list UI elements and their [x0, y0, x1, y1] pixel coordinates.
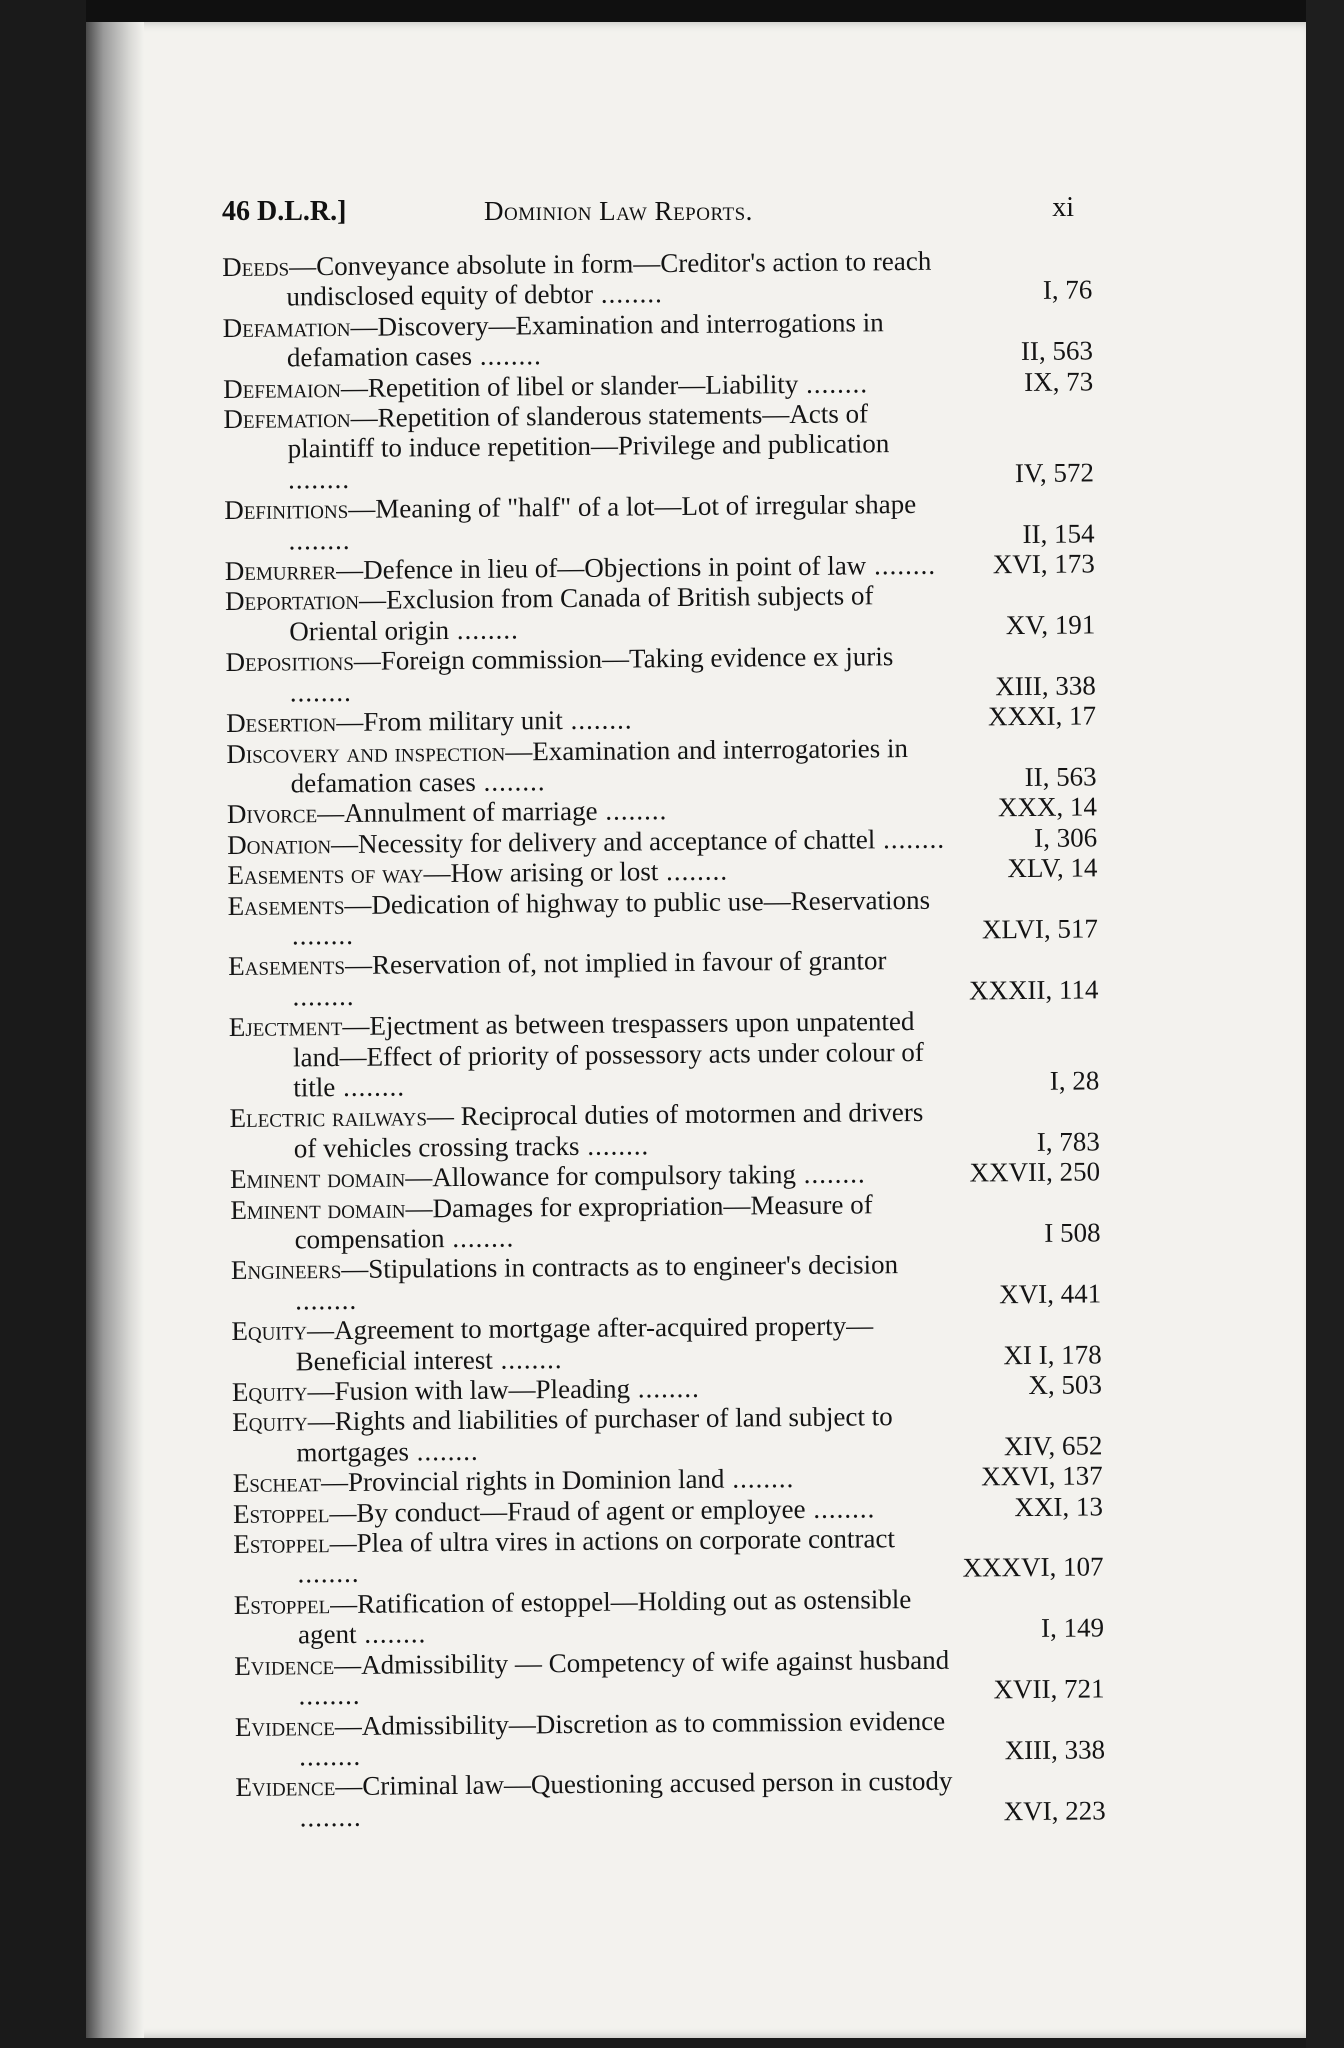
dot-leader: ........: [408, 1435, 479, 1467]
entry-heading: Evidence: [235, 1771, 336, 1803]
index-entry: [225, 640, 1095, 708]
entry-description: — Reciprocal duties of motormen and drivers of vehicles crossing tracks: [293, 1097, 924, 1164]
entry-heading: Deportation: [224, 585, 360, 617]
entry-description: —Plea of ultra vires in actions on corporate contract: [329, 1523, 896, 1559]
dot-leader: ........: [297, 1558, 360, 1589]
entry-description: —Repetition of slanderous statements—Acts of plaintiff to induce repetition—Privilege and publication: [287, 398, 890, 464]
index-entry: [234, 1643, 1104, 1711]
index-entry: [223, 396, 1094, 495]
index-entries: [222, 244, 1106, 1833]
entry-reference: XXXI, 17: [987, 700, 1097, 732]
entry-reference: IV, 572: [1014, 457, 1095, 488]
dot-leader: ........: [288, 524, 351, 556]
entry-heading: Estoppel: [233, 1588, 331, 1620]
entry-description: —Stipulations in contracts as to engineer's decision: [341, 1249, 899, 1285]
entry-reference: XXXII, 114: [968, 974, 1099, 1006]
dot-leader: ........: [492, 1343, 563, 1375]
entry-reference: I 508: [1044, 1217, 1101, 1248]
dot-leader: ........: [356, 1618, 427, 1650]
entry-description: —By conduct—Fraud of agent or employee: [329, 1493, 806, 1528]
index-entry: [235, 1704, 1105, 1772]
entry-heading: Electric railways: [229, 1101, 428, 1134]
journal-title: Dominion Law Reports.: [484, 196, 753, 226]
entry-reference: XXI, 13: [1014, 1491, 1104, 1522]
entry-reference: IX, 73: [1024, 366, 1094, 397]
index-entry: [231, 1309, 1101, 1377]
entry-reference: I, 149: [1040, 1612, 1105, 1644]
entry-heading: Divorce: [226, 798, 318, 830]
dot-leader: ........: [444, 1222, 515, 1254]
index-entry: [229, 1005, 1100, 1104]
entry-description: —Discovery—Examination and interrogations in defamation cases: [286, 307, 884, 373]
entry-heading: Eminent domain: [230, 1193, 406, 1225]
index-entry: [222, 244, 1092, 312]
entry-reference: II, 563: [1024, 761, 1097, 792]
entry-reference: XLV, 14: [1007, 852, 1098, 884]
entry-heading: Equity: [231, 1376, 308, 1407]
dot-leader: ........: [724, 1463, 795, 1494]
index-entry: [233, 1521, 1103, 1589]
entry-reference: XI I, 178: [1003, 1338, 1102, 1370]
entry-heading: Deeds: [222, 251, 290, 282]
volume-label: 46 D.L.R.]: [222, 196, 347, 227]
entry-description: —From military unit: [336, 705, 563, 738]
entry-heading: Definitions: [224, 494, 349, 526]
dot-leader: ........: [291, 919, 355, 951]
dot-leader: ........: [866, 549, 937, 581]
entry-heading: Engineers: [230, 1254, 342, 1286]
entry-heading: Equity: [231, 1315, 308, 1347]
entry-heading: Easements: [227, 889, 345, 921]
entry-description: —How arising or lost: [423, 856, 659, 889]
entry-reference: XXVII, 250: [969, 1156, 1101, 1188]
entry-reference: II, 154: [1022, 518, 1095, 549]
entry-reference: XIV, 652: [1003, 1430, 1103, 1462]
entry-description: —Reservation of, not implied in favour of grantor: [344, 945, 887, 981]
dot-leader: ........: [289, 676, 352, 708]
index-entry: [232, 1400, 1102, 1468]
entry-heading: Eminent domain: [229, 1162, 406, 1195]
entry-description: —Repetition of libel or slander—Liability: [340, 368, 799, 403]
entry-reference: XXVI, 137: [981, 1460, 1103, 1492]
entry-heading: Discovery and inspection: [226, 736, 506, 769]
entry-description: —Criminal law—Questioning accused person in custody: [335, 1765, 953, 1802]
entry-heading: Escheat: [232, 1467, 322, 1499]
entry-heading: Evidence: [234, 1710, 335, 1742]
dot-leader: ........: [875, 823, 946, 855]
dot-leader: ........: [335, 1071, 406, 1103]
entry-reference: II, 563: [1020, 335, 1094, 367]
entry-reference: XXX, 14: [997, 791, 1098, 823]
entry-description: —Necessity for delivery and acceptance of chattel: [330, 824, 876, 859]
entry-heading: Estoppel: [232, 1497, 330, 1529]
entry-description: —Ratification of estoppel—Holding out as ostensible agent: [297, 1583, 912, 1650]
entry-description: —Foreign commission—Taking evidence ex juris: [353, 641, 894, 677]
index-entry: [228, 944, 1098, 1012]
dot-leader: ........: [597, 795, 668, 827]
entry-heading: Donation: [227, 828, 332, 860]
dot-leader: ........: [471, 340, 542, 372]
entry-heading: Estoppel: [233, 1528, 330, 1560]
dot-leader: ........: [805, 1493, 876, 1524]
entry-heading: Easements: [228, 950, 346, 982]
entry-reference: XIII, 338: [995, 670, 1096, 701]
entry-description: —Examination and interrogatories in defamation cases: [290, 732, 909, 799]
entry-description: —Agreement to mortgage after-acquired property—Beneficial interest: [295, 1310, 874, 1377]
book-gutter: [86, 22, 144, 2038]
dot-leader: ........: [579, 1130, 650, 1161]
entry-reference: XVI, 441: [998, 1278, 1102, 1310]
entry-description: —Defence in lieu of—Objections in point of law: [336, 550, 867, 586]
entry-description: —Admissibility—Discretion as to commission evidence: [334, 1705, 946, 1741]
dot-leader: ........: [299, 1801, 362, 1833]
dot-leader: ........: [798, 367, 869, 399]
dot-leader: ........: [795, 1158, 866, 1190]
dot-leader: ........: [592, 278, 663, 310]
entry-heading: Defemaion: [223, 372, 341, 404]
index-entry: [226, 731, 1096, 799]
entry-reference: XIII, 338: [1004, 1734, 1106, 1766]
entry-heading: Demurrer: [224, 555, 337, 587]
index-entry: [235, 1765, 1105, 1833]
entry-description: —Provincial rights in Dominion land: [320, 1463, 725, 1498]
entry-description: —Fusion with law—Pleading: [307, 1373, 631, 1407]
entry-heading: Evidence: [234, 1649, 335, 1681]
index-entry: [234, 1582, 1104, 1650]
dot-leader: ........: [562, 704, 633, 736]
index-entry: [231, 1248, 1101, 1316]
entry-heading: Equity: [232, 1406, 308, 1438]
dot-leader: ........: [298, 1740, 362, 1772]
entry-description: —Meaning of "half" of a lot—Lot of irregular shape: [348, 489, 917, 525]
dot-leader: ........: [292, 980, 355, 1012]
index-entry: [230, 1187, 1100, 1255]
index-entry: [224, 488, 1094, 556]
dot-leader: ........: [295, 1284, 358, 1316]
entry-description: —Conveyance absolute in form—Creditor's action to reach undisclosed equity of debtor: [286, 245, 932, 312]
index-entry: [228, 883, 1098, 951]
entry-heading: Desertion: [225, 707, 337, 739]
dot-leader: ........: [287, 463, 351, 495]
entry-heading: Defamation: [222, 311, 351, 343]
dot-leader: ........: [448, 614, 519, 645]
running-header: [222, 192, 1074, 232]
dot-leader: ........: [658, 855, 729, 887]
entry-heading: Easements of way: [227, 858, 424, 891]
entry-reference: XVI, 223: [1003, 1795, 1106, 1826]
entry-reference: I, 76: [1042, 274, 1093, 306]
entry-reference: XVII, 721: [993, 1673, 1105, 1705]
entry-reference: XVI, 173: [992, 548, 1095, 580]
entry-heading: Defemation: [223, 402, 351, 435]
dot-leader: ........: [475, 766, 546, 797]
entry-heading: Depositions: [225, 646, 354, 678]
entry-reference: XLVI, 517: [981, 913, 1099, 945]
dot-leader: ........: [298, 1679, 361, 1711]
page-number: xi: [1052, 192, 1074, 223]
entry-description: —Allowance for compulsory taking: [405, 1159, 797, 1193]
entry-description: —Admissibility — Competency of wife against husband: [334, 1644, 950, 1680]
entry-description: —Damages for expropriation—Measure of compensation: [294, 1188, 873, 1255]
entry-reference: I, 783: [1036, 1126, 1100, 1157]
entry-reference: XV, 191: [1005, 609, 1096, 641]
entry-heading: Ejectment: [228, 1011, 343, 1043]
entry-description: —Dedication of highway to public use—Reservations: [344, 884, 931, 920]
scan-right-edge: [1306, 0, 1344, 2048]
dot-leader: ........: [629, 1372, 700, 1404]
entry-description: —Rights and liabilities of purchaser of land subject to mortgages: [296, 1401, 893, 1468]
entry-description: —Ejectment as between trespassers upon unpatented land—Effect of priority of possessory acts under colour of title: [292, 1006, 924, 1103]
entry-reference: XXXVI, 107: [962, 1551, 1104, 1584]
entry-reference: I, 28: [1049, 1065, 1100, 1096]
entry-reference: I, 306: [1034, 822, 1098, 853]
index-entry: [225, 579, 1095, 647]
entry-description: —Annulment of marriage: [317, 796, 598, 829]
entry-reference: X, 503: [1028, 1369, 1103, 1401]
entry-description: —Exclusion from Canada of British subjects of Oriental origin: [289, 580, 874, 647]
index-entry: [229, 1096, 1099, 1164]
index-entry: [223, 305, 1093, 373]
